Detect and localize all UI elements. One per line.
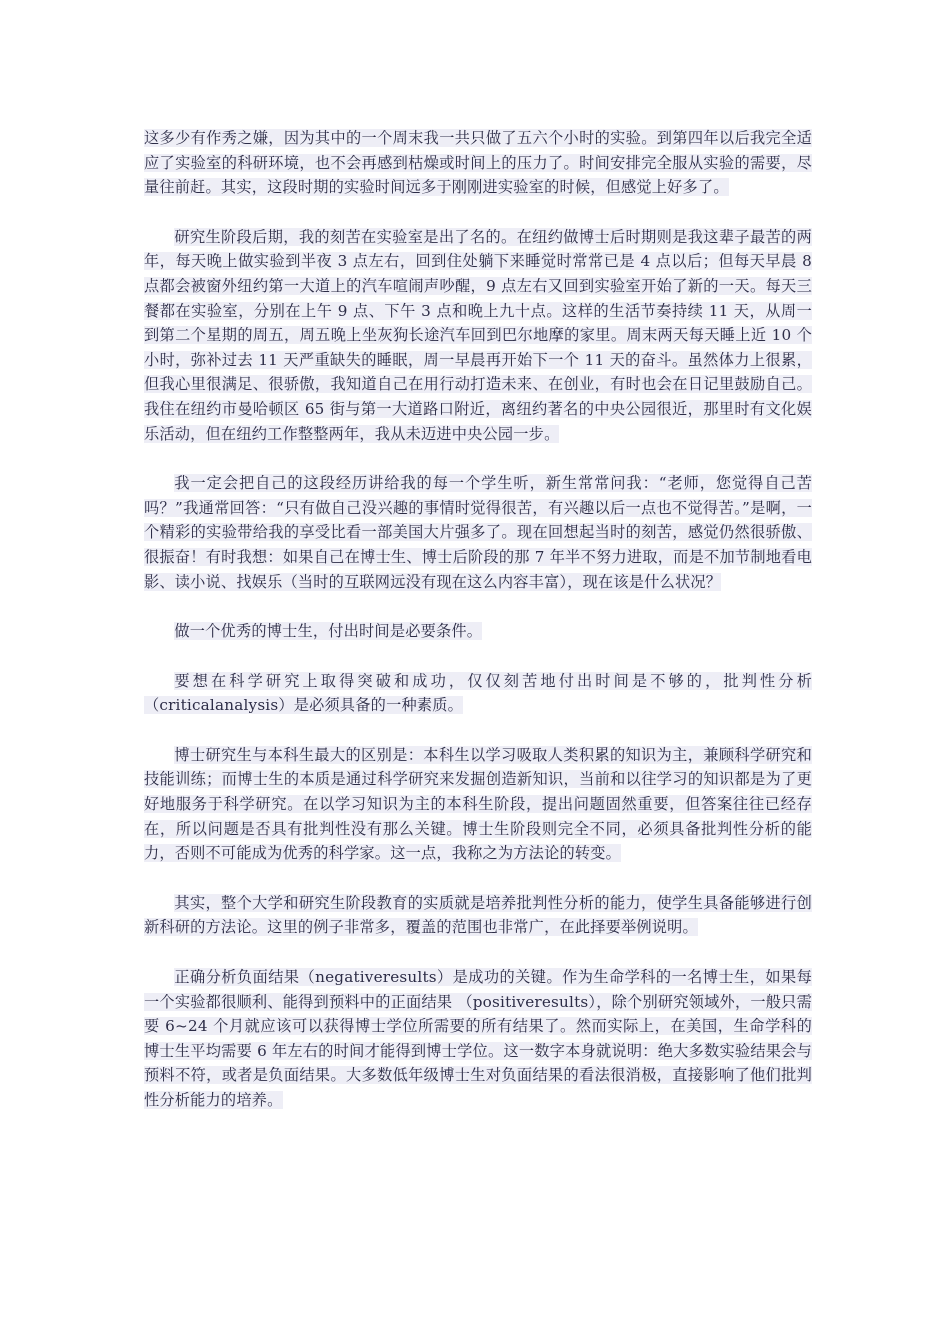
- paragraph-8: [144, 965, 812, 1113]
- paragraph-5-text: 要想在科学研究上取得突破和成功，仅仅刻苦地付出时间是不够的，批判性分析（criticalanalysis）是必须具备的一种素质。: [144, 671, 812, 715]
- paragraph-3-text: 我一定会把自己的这段经历讲给我的每一个学生听，新生常常问我：“老师，您觉得自己苦吗？”我通常回答：“只有做自己没兴趣的事情时觉得很苦，有兴趣以后一点也不觉得苦。”是啊，一个精彩的实验带给我的享受比看一部美国大片强多了。现在回想起当时的刻苦，感觉仍然很骄傲、很振奋！有时我想：如果自己在博士生、博士后阶段的那 7 年半不努力进取，而是不加节制地看电影、读小说、找娱乐（当时的互联网远没有现在这么内容丰富），现在该是什么状况？: [144, 474, 812, 591]
- document-body: [144, 126, 812, 1138]
- paragraph-3: [144, 471, 812, 594]
- paragraph-6-text: 博士研究生与本科生最大的区别是：本科生以学习吸取人类积累的知识为主，兼顾科学研究和技能训练；而博士生的本质是通过科学研究来发掘创造新知识，当前和以往学习的知识都是为了更好地服务于科学研究。在以学习知识为主的本科生阶段，提出问题固然重要，但答案往往已经存在，所以问题是否具有批判性没有那么关键。博士生阶段则完全不同，必须具备批判性分析的能力，否则不可能成为优秀的科学家。这一点，我称之为方法论的转变。: [144, 745, 812, 863]
- paragraph-2-text: 研究生阶段后期，我的刻苦在实验室是出了名的。在纽约做博士后时期则是我这辈子最苦的两年，每天晚上做实验到半夜 3 点左右，回到住处躺下来睡觉时常常已是 4 点以后；但每天早晨 8 点都会被窗外纽约第一大道上的汽车喧闹声吵醒，9 点左右又回到实验室开始了新的一天。每天三餐都在实验室，分别在上午 9 点、下午 3 点和晚上九十点。这样的生活节奏持续 11 天，从周一到第二个星期的周五，周五晚上坐灰狗长途汽车回到巴尔地摩的家里。周末两天每天睡上近 10 个小时，弥补过去 11 天严重缺失的睡眠，周一早晨再开始下一个 11 天的奋斗。虽然体力上很累，但我心里很满足、很骄傲，我知道自己在用行动打造未来、在创业，有时也会在日记里鼓励自己。我住在纽约市曼哈顿区 65 街与第一大道路口附近，离纽约著名的中央公园很近，那里时有文化娱乐活动，但在纽约工作整整两年，我从未迈进中央公园一步。: [144, 227, 812, 443]
- paragraph-8-text: 正确分析负面结果（negativeresults）是成功的关键。作为生命学科的一名博士生，如果每一个实验都很顺利、能得到预料中的正面结果 （positiveresults），除个别研究领域外，一般只需要 6~24 个月就应该可以获得博士学位所需要的所有结果了。然而实际上，在美国，生命学科的博士生平均需要 6 年左右的时间才能得到博士学位。这一数字本身就说明：绝大多数实验结果会与预料不符，或者是负面结果。大多数低年级博士生对负面结果的看法很消极，直接影响了他们批判性分析能力的培养。: [144, 968, 812, 1109]
- paragraph-1-text: 这多少有作秀之嫌，因为其中的一个周末我一共只做了五六个小时的实验。到第四年以后我完全适应了实验室的科研环境，也不会再感到枯燥或时间上的压力了。时间安排完全服从实验的需要，尽量往前赶。其实，这段时期的实验时间远多于刚刚进实验室的时候，但感觉上好多了。: [144, 129, 812, 197]
- paragraph-1: [144, 126, 812, 200]
- paragraph-7-text: 其实，整个大学和研究生阶段教育的实质就是培养批判性分析的能力，使学生具备能够进行创新科研的方法论。这里的例子非常多，覆盖的范围也非常广，在此择要举例说明。: [144, 893, 812, 937]
- paragraph-7: [144, 891, 812, 940]
- paragraph-2: [144, 225, 812, 446]
- paragraph-4-text: 做一个优秀的博士生，付出时间是必要条件。: [174, 622, 483, 641]
- paragraph-4: [144, 619, 812, 644]
- paragraph-6: [144, 743, 812, 866]
- paragraph-5: [144, 669, 812, 718]
